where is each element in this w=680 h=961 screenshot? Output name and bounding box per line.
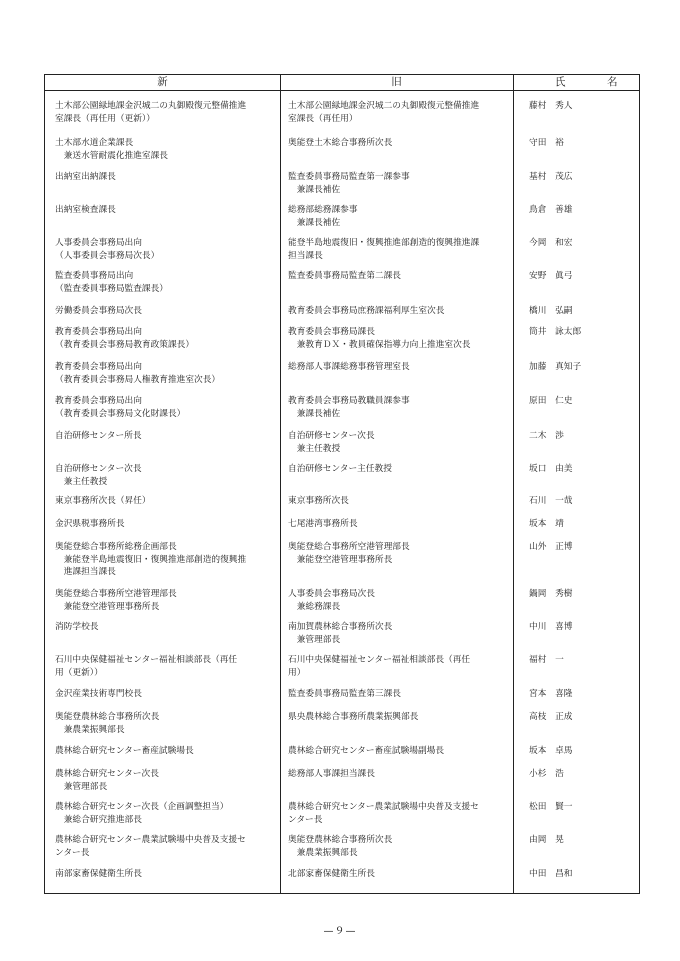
column-divider-old-name: [513, 75, 514, 893]
cell-new: 農林総合研究センター畜産試験場長: [55, 746, 194, 756]
cell-name: 加藤 真知子: [529, 362, 582, 372]
cell-name: 橋川 弘嗣: [529, 306, 573, 316]
cell-new: 出納室出納課長: [55, 172, 116, 182]
cell-name: 筒井 詠太郎: [529, 327, 582, 337]
cell-new: 監査委員事務局出向 （監査委員事務局監査課長）: [55, 271, 168, 294]
cell-name: 二木 渉: [529, 431, 564, 441]
cell-name: 今岡 和宏: [529, 238, 573, 248]
cell-name: 山外 正博: [529, 542, 573, 552]
cell-name: 基村 茂広: [529, 172, 573, 182]
cell-new: 金沢県税事務所長: [55, 519, 125, 529]
cell-new: 教育委員会事務局出向 （教育委員会事務局文化財課長）: [55, 396, 186, 419]
cell-name: 坂本 卓馬: [529, 746, 573, 756]
cell-name: 中川 喜博: [529, 622, 573, 632]
cell-name: 由岡 晃: [529, 835, 564, 845]
cell-new: 教育委員会事務局出向 （教育委員会事務局人権教育推進室次長）: [55, 362, 221, 385]
cell-new: 自治研修センター所長: [55, 431, 142, 441]
cell-old: 総務部人事課総務事務管理室長: [288, 362, 410, 372]
cell-new: 農林総合研究センター次長（企画調整担当） 兼総合研究推進部長: [55, 802, 229, 825]
cell-new: 消防学校長: [55, 622, 99, 632]
cell-new: 南部家畜保健衛生所長: [55, 869, 142, 879]
cell-new: 石川中央保健福祉センター福祉相談部長（再任 用（更新））: [55, 655, 238, 678]
cell-name: 小杉 浩: [529, 769, 564, 779]
cell-new: 農林総合研究センター農業試験場中央普及支援セ ンター長: [55, 835, 246, 858]
cell-old: 監査委員事務局監査第一課参事 兼課長補佐: [288, 172, 410, 195]
cell-old: 農林総合研究センター畜産試験場副場長: [288, 746, 445, 756]
cell-name: 中田 昌和: [529, 869, 573, 879]
cell-new: 奥能登農林総合事務所次長 兼農業振興部長: [55, 712, 160, 735]
cell-old: 人事委員会事務局次長 兼総務課長: [288, 589, 375, 612]
cell-new: 金沢産業技術専門校長: [55, 689, 142, 699]
cell-old: 石川中央保健福祉センター福祉相談部長（再任 用）: [288, 655, 471, 678]
cell-new: 奥能登総合事務所総務企画部長 兼能登半島地震復旧・復興推進部創造的復興推 進課担当課長: [55, 542, 247, 577]
cell-name: 松田 賢一: [529, 802, 573, 812]
cell-name: 福村 一: [529, 655, 564, 665]
cell-name: 守田 裕: [529, 138, 564, 148]
header-new: 新: [157, 76, 168, 88]
cell-new: 人事委員会事務局出向 （人事委員会事務局次長）: [55, 238, 160, 261]
cell-new: 東京事務所次長（昇任）: [55, 496, 151, 506]
cell-old: 監査委員事務局監査第二課長: [288, 271, 401, 281]
cell-old: 教育委員会事務局教職員課参事 兼課長補佐: [288, 396, 410, 419]
cell-old: 南加賀農林総合事務所次長 兼管理部長: [288, 622, 393, 645]
page-number: —９—: [323, 926, 357, 937]
cell-new: 土木部水道企業課長 兼送水管耐震化推進室課長: [55, 138, 168, 161]
cell-old: 監査委員事務局監査第三課長: [288, 689, 401, 699]
cell-new: 出納室検査課長: [55, 205, 116, 215]
cell-name: 鍋岡 秀樹: [529, 589, 573, 599]
cell-name: 安野 眞弓: [529, 271, 573, 281]
cell-old: 北部家畜保健衛生所長: [288, 869, 375, 879]
table-header: [45, 75, 639, 91]
cell-old: 教育委員会事務局課長 兼教育ＤＸ・教員確保指導力向上推進室次長: [288, 327, 471, 350]
cell-old: 東京事務所次長: [288, 496, 349, 506]
cell-new: 教育委員会事務局出向 （教育委員会事務局教育政策課長）: [55, 327, 194, 350]
cell-old: 教育委員会事務局庶務課福利厚生室次長: [288, 306, 445, 316]
header-name-1: 氏: [555, 76, 566, 88]
cell-old: 県央農林総合事務所農業振興部長: [288, 712, 419, 722]
cell-name: 石川 一哉: [529, 496, 573, 506]
cell-old: 奥能登農林総合事務所次長 兼農業振興部長: [288, 835, 393, 858]
cell-name: 藤村 秀人: [529, 101, 573, 111]
cell-old: 土木部公園緑地課金沢城二の丸御殿復元整備推進 室課長（再任用）: [288, 101, 480, 124]
cell-old: 奥能登土木総合事務所次長: [288, 138, 393, 148]
cell-old: 能登半島地震復旧・復興推進部創造的復興推進課 担当課長: [288, 238, 480, 261]
cell-name: 鳥倉 善雄: [529, 205, 573, 215]
cell-name: 高枝 正成: [529, 712, 573, 722]
header-name-2: 名: [607, 76, 618, 88]
cell-new: 農林総合研究センター次長 兼管理部長: [55, 769, 159, 792]
personnel-table: [44, 74, 640, 894]
cell-old: 総務部人事課担当課長: [288, 769, 375, 779]
cell-name: 宮本 喜隆: [529, 689, 573, 699]
header-old: 旧: [391, 76, 402, 88]
cell-old: 自治研修センター主任教授: [288, 464, 392, 474]
cell-name: 坂本 靖: [529, 519, 564, 529]
cell-new: 奥能登総合事務所空港管理部長 兼能登空港管理事務所長: [55, 589, 177, 612]
cell-new: 自治研修センター次長 兼主任教授: [55, 464, 142, 487]
cell-name: 坂口 由美: [529, 464, 573, 474]
cell-old: 農林総合研究センター農業試験場中央普及支援セ ンター長: [288, 802, 479, 825]
cell-name: 原田 仁史: [529, 396, 573, 406]
cell-old: 七尾港湾事務所長: [288, 519, 358, 529]
cell-new: 労働委員会事務局次長: [55, 306, 142, 316]
cell-old: 自治研修センター次長 兼主任教授: [288, 431, 375, 454]
cell-old: 奥能登総合事務所空港管理部長 兼能登空港管理事務所長: [288, 542, 410, 565]
cell-old: 総務部総務課参事 兼課長補佐: [288, 205, 358, 228]
column-divider-new-old: [280, 75, 281, 893]
cell-new: 土木部公園緑地課金沢城二の丸御殿復元整備推進 室課長（再任用（更新））: [55, 101, 247, 124]
